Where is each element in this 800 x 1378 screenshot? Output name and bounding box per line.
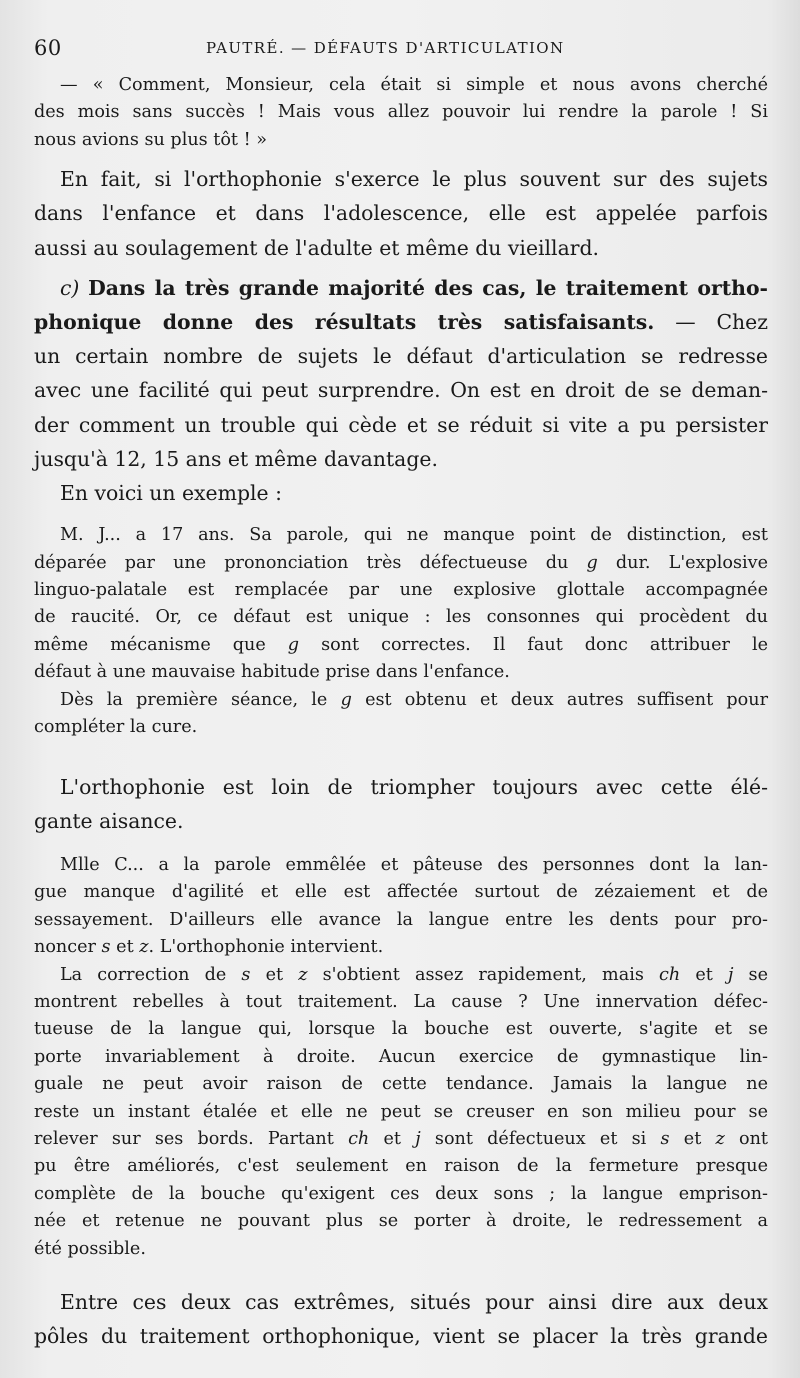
body-paragraph [34,770,768,838]
text-fragment: sont défectueux et si [420,1128,661,1149]
text-line: des mois sans succès ! Mais vous allez pouvoir lui rendre la parole ! Si [34,102,768,123]
text-line: guale ne peut avoir raison de cette tendance. Jamais la langue ne [34,1074,768,1095]
text-line [34,271,768,305]
text-line: de raucité. Or, ce défaut est unique : les consonnes qui procèdent du [34,607,768,628]
bold-text: phonique donne des résultats très satisfaisants. [34,310,655,335]
text-line [34,305,768,339]
text-line: linguo-palatale est remplacée par une explosive glottale accompagnée [34,580,768,601]
italic-letter: s [241,964,251,985]
text-line: avec une facilité qui peut surprendre. On est en droit de se deman- [34,378,768,403]
text-fragment: et [250,964,299,985]
text-fragment: . L'orthophonie intervient. [148,937,384,958]
text-line: un certain nombre de sujets le défaut d'articulation se redresse [34,344,768,369]
body-paragraph [34,271,768,476]
text-line: jusqu'à 12, 15 ans et même davantage. [34,446,438,471]
text-line: tueuse de la langue qui, lorsque la bouche est ouverte, s'agite et se [34,1019,768,1040]
italic-letter: s [101,937,111,958]
text-line: complète de la bouche qu'exigent ces deux sons ; la langue emprison- [34,1183,768,1204]
text-line: L'orthophonie est loin de triompher toujours avec cette élé- [60,774,768,799]
text-line: montrent rebelles à tout traitement. La cause ? Une innervation défec- [34,991,768,1012]
text-line [34,632,768,659]
text-line: été possible. [34,1238,146,1259]
example-paragraph [34,852,768,1263]
body-paragraph [34,1285,768,1353]
italic-letter: z [715,1128,725,1149]
text-line: Mlle C... a la parole emmêlée et pâteuse des personnes dont la lan- [60,854,768,875]
text-line [34,687,768,714]
text-fragment: et [669,1128,716,1149]
italic-letter: z [298,964,308,985]
text-fragment: est obtenu et deux autres suffisent pour [351,689,768,710]
italic-letter: s [660,1128,670,1149]
section-label: c) [60,275,80,300]
text-line: née et retenue ne pouvant plus se porter à droite, le redressement a [34,1211,768,1232]
text-fragment: ont [724,1128,769,1149]
italic-letter: j [415,1128,421,1149]
text-line: M. J... a 17 ans. Sa parole, qui ne manque point de distinction, est [60,525,768,546]
italic-letter: g [287,634,300,655]
text-line [34,962,768,989]
text-line [34,550,768,577]
text-fragment: sont correctes. Il faut donc attribuer le [299,634,768,655]
text-line: Entre ces deux cas extrêmes, situés pour ainsi dire aux deux [60,1290,768,1314]
text-line: pu être améliorés, c'est seulement en raison de la fermeture presque [34,1156,768,1177]
text-fragment: et [369,1128,416,1149]
text-line: compléter la cure. [34,717,198,738]
text-line [34,934,768,961]
text-line: gante aisance. [34,808,184,833]
text-line: aussi au soulagement de l'adulte et même du vieillard. [34,235,600,260]
text-line: En voici un exemple : [60,481,282,506]
quote-paragraph [34,72,768,154]
text-fragment: dur. L'explosive [597,552,768,573]
text-fragment: déparée par une prononciation très défectueuse du [34,552,587,573]
page-number: 60 [34,36,62,60]
text-line: der comment un trouble qui cède et se réduit si vite a pu persister [34,412,768,437]
text-fragment: même mécanisme que [34,634,288,655]
text-line: gue manque d'agilité et elle est affectée surtout de zézaiement et de [34,882,768,903]
text-fragment: noncer [34,937,102,958]
text-line: En fait, si l'orthophonie s'exerce le plus souvent sur des sujets [60,167,768,192]
text-fragment: La correction de [60,964,242,985]
bold-text: Dans la très grande majorité des cas, le traitement ortho- [88,275,769,300]
text-fragment: et [110,937,140,958]
text-fragment: et [680,964,728,985]
text-fragment: se [733,964,768,985]
italic-letter: j [727,964,734,985]
text-line: nous avions su plus tôt ! » [34,129,268,150]
italic-letter: z [139,937,149,958]
text-line: défaut à une mauvaise habitude prise dans l'enfance. [34,662,510,683]
page-header [34,30,768,64]
text-fragment: s'obtient assez rapidement, mais [307,964,659,985]
text-line [34,1126,768,1153]
text-line: — « Comment, Monsieur, cela était si simple et nous avons cherché [60,75,768,95]
body-paragraph [34,162,768,265]
text-line: reste un instant étalée et elle ne peut se creuser en son milieu pour se [34,1101,768,1122]
text-fragment: Dès la première séance, le [60,689,341,710]
running-head: PAUTRÉ. — DÉFAUTS D'ARTICULATION [206,39,565,57]
example-paragraph [34,522,768,741]
text-line: dans l'enfance et dans l'adolescence, elle est appelée parfois [34,201,768,226]
italic-letter: ch [348,1128,370,1149]
text-fragment: relever sur ses bords. Partant [34,1128,349,1149]
text-line: porte invariablement à droite. Aucun exercice de gymnastique lin- [34,1046,768,1067]
text-fragment: — Chez [675,310,768,335]
italic-letter: g [586,552,598,573]
body-paragraph [34,476,768,510]
text-line: sessayement. D'ailleurs elle avance la langue entre les dents pour pro- [34,909,768,930]
text-line: pôles du traitement orthophonique, vient se placer la très grande [34,1324,768,1349]
italic-letter: ch [659,964,681,985]
italic-letter: g [340,689,352,710]
